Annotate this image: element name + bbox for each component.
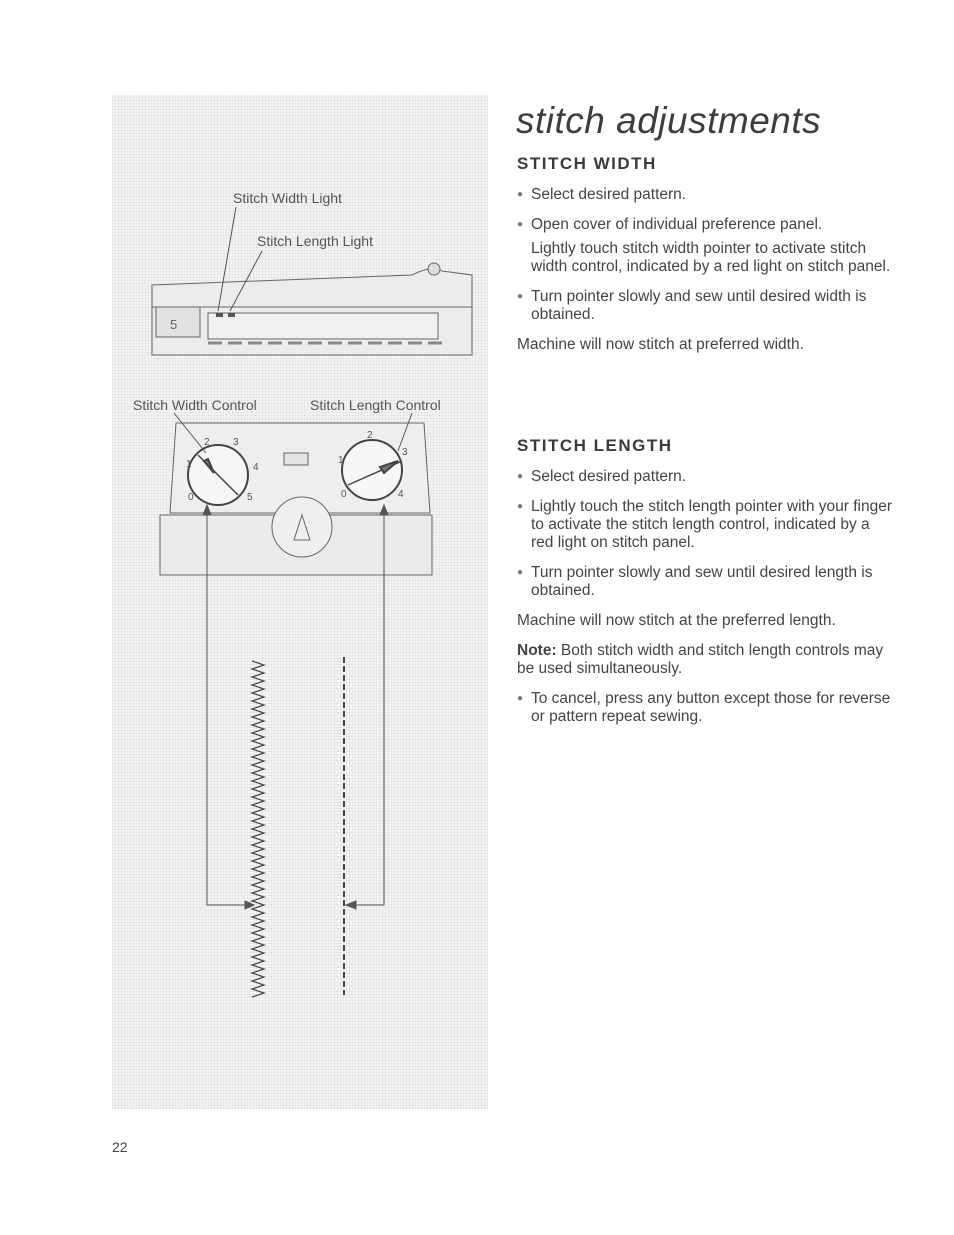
svg-text:2: 2 [204,437,210,448]
stitch-width-heading: STITCH WIDTH [517,154,657,173]
page-title: stitch adjustments [516,100,822,141]
stitch-width-light [216,313,223,317]
zigzag-stitch-icon [252,661,264,997]
stitch-length-heading: STITCH LENGTH [517,436,673,455]
bullet-icon: ● [517,693,524,704]
stitch-width-closing: Machine will now stitch at preferred width. [517,336,804,353]
svg-text:3: 3 [402,447,408,458]
svg-text:1: 1 [338,455,344,466]
list-item: ● Turn pointer slowly and sew until desired width is obtained. [517,288,867,323]
panel-digit: 5 [170,317,178,332]
stitch-width-light-label: Stitch Width Light [233,190,342,206]
stitch-length-light-label: Stitch Length Light [257,233,373,249]
list-item: ● To cancel, press any button except those for reverse or pattern repeat sewing. [517,690,891,725]
stitch-width-control-label: Stitch Width Control [133,397,257,413]
list-item: ● Lightly touch the stitch length pointer with your finger to activate the stitch length control, indicated by a red light on stitch panel. [517,498,893,551]
list-item-indent: Lightly touch stitch width pointer to activate stitch width control, indicated by a red light on stitch panel. [531,240,891,275]
list-item: ● Turn pointer slowly and sew until desired length is obtained. [517,564,873,599]
stitch-width-section [517,155,893,366]
bullet-icon: ● [517,219,524,230]
stitch-length-section [517,437,893,738]
machine-control-panel [152,263,472,355]
svg-text:4: 4 [398,489,404,500]
svg-text:0: 0 [188,492,194,503]
svg-text:4: 4 [253,462,259,473]
note-label: Note: [517,642,557,659]
bullet-icon: ● [517,567,524,578]
svg-text:5: 5 [247,492,253,503]
svg-text:3: 3 [233,437,239,448]
stitch-width-dial[interactable] [188,445,248,505]
illustration-panel [112,95,488,1109]
bullet-icon: ● [517,471,524,482]
svg-text:2: 2 [367,430,373,441]
stitch-length-dial[interactable] [342,440,402,500]
stitch-length-light [228,313,235,317]
list-item: ● Open cover of individual preference panel. [517,216,823,233]
svg-text:0: 0 [341,489,347,500]
note [517,642,893,678]
stitch-length-control-label: Stitch Length Control [310,397,441,413]
bullet-icon: ● [517,291,524,302]
svg-text:1: 1 [186,459,192,470]
bullet-icon: ● [517,501,524,512]
list-item: ● Select desired pattern. [517,468,687,485]
note-text: Both stitch width and stitch length controls may be used simultaneously. [517,642,884,677]
list-item: ● Select desired pattern. [517,186,687,203]
stitch-length-closing: Machine will now stitch at the preferred length. [517,612,836,629]
bullet-icon: ● [517,189,524,200]
page-number: 22 [112,1139,128,1155]
